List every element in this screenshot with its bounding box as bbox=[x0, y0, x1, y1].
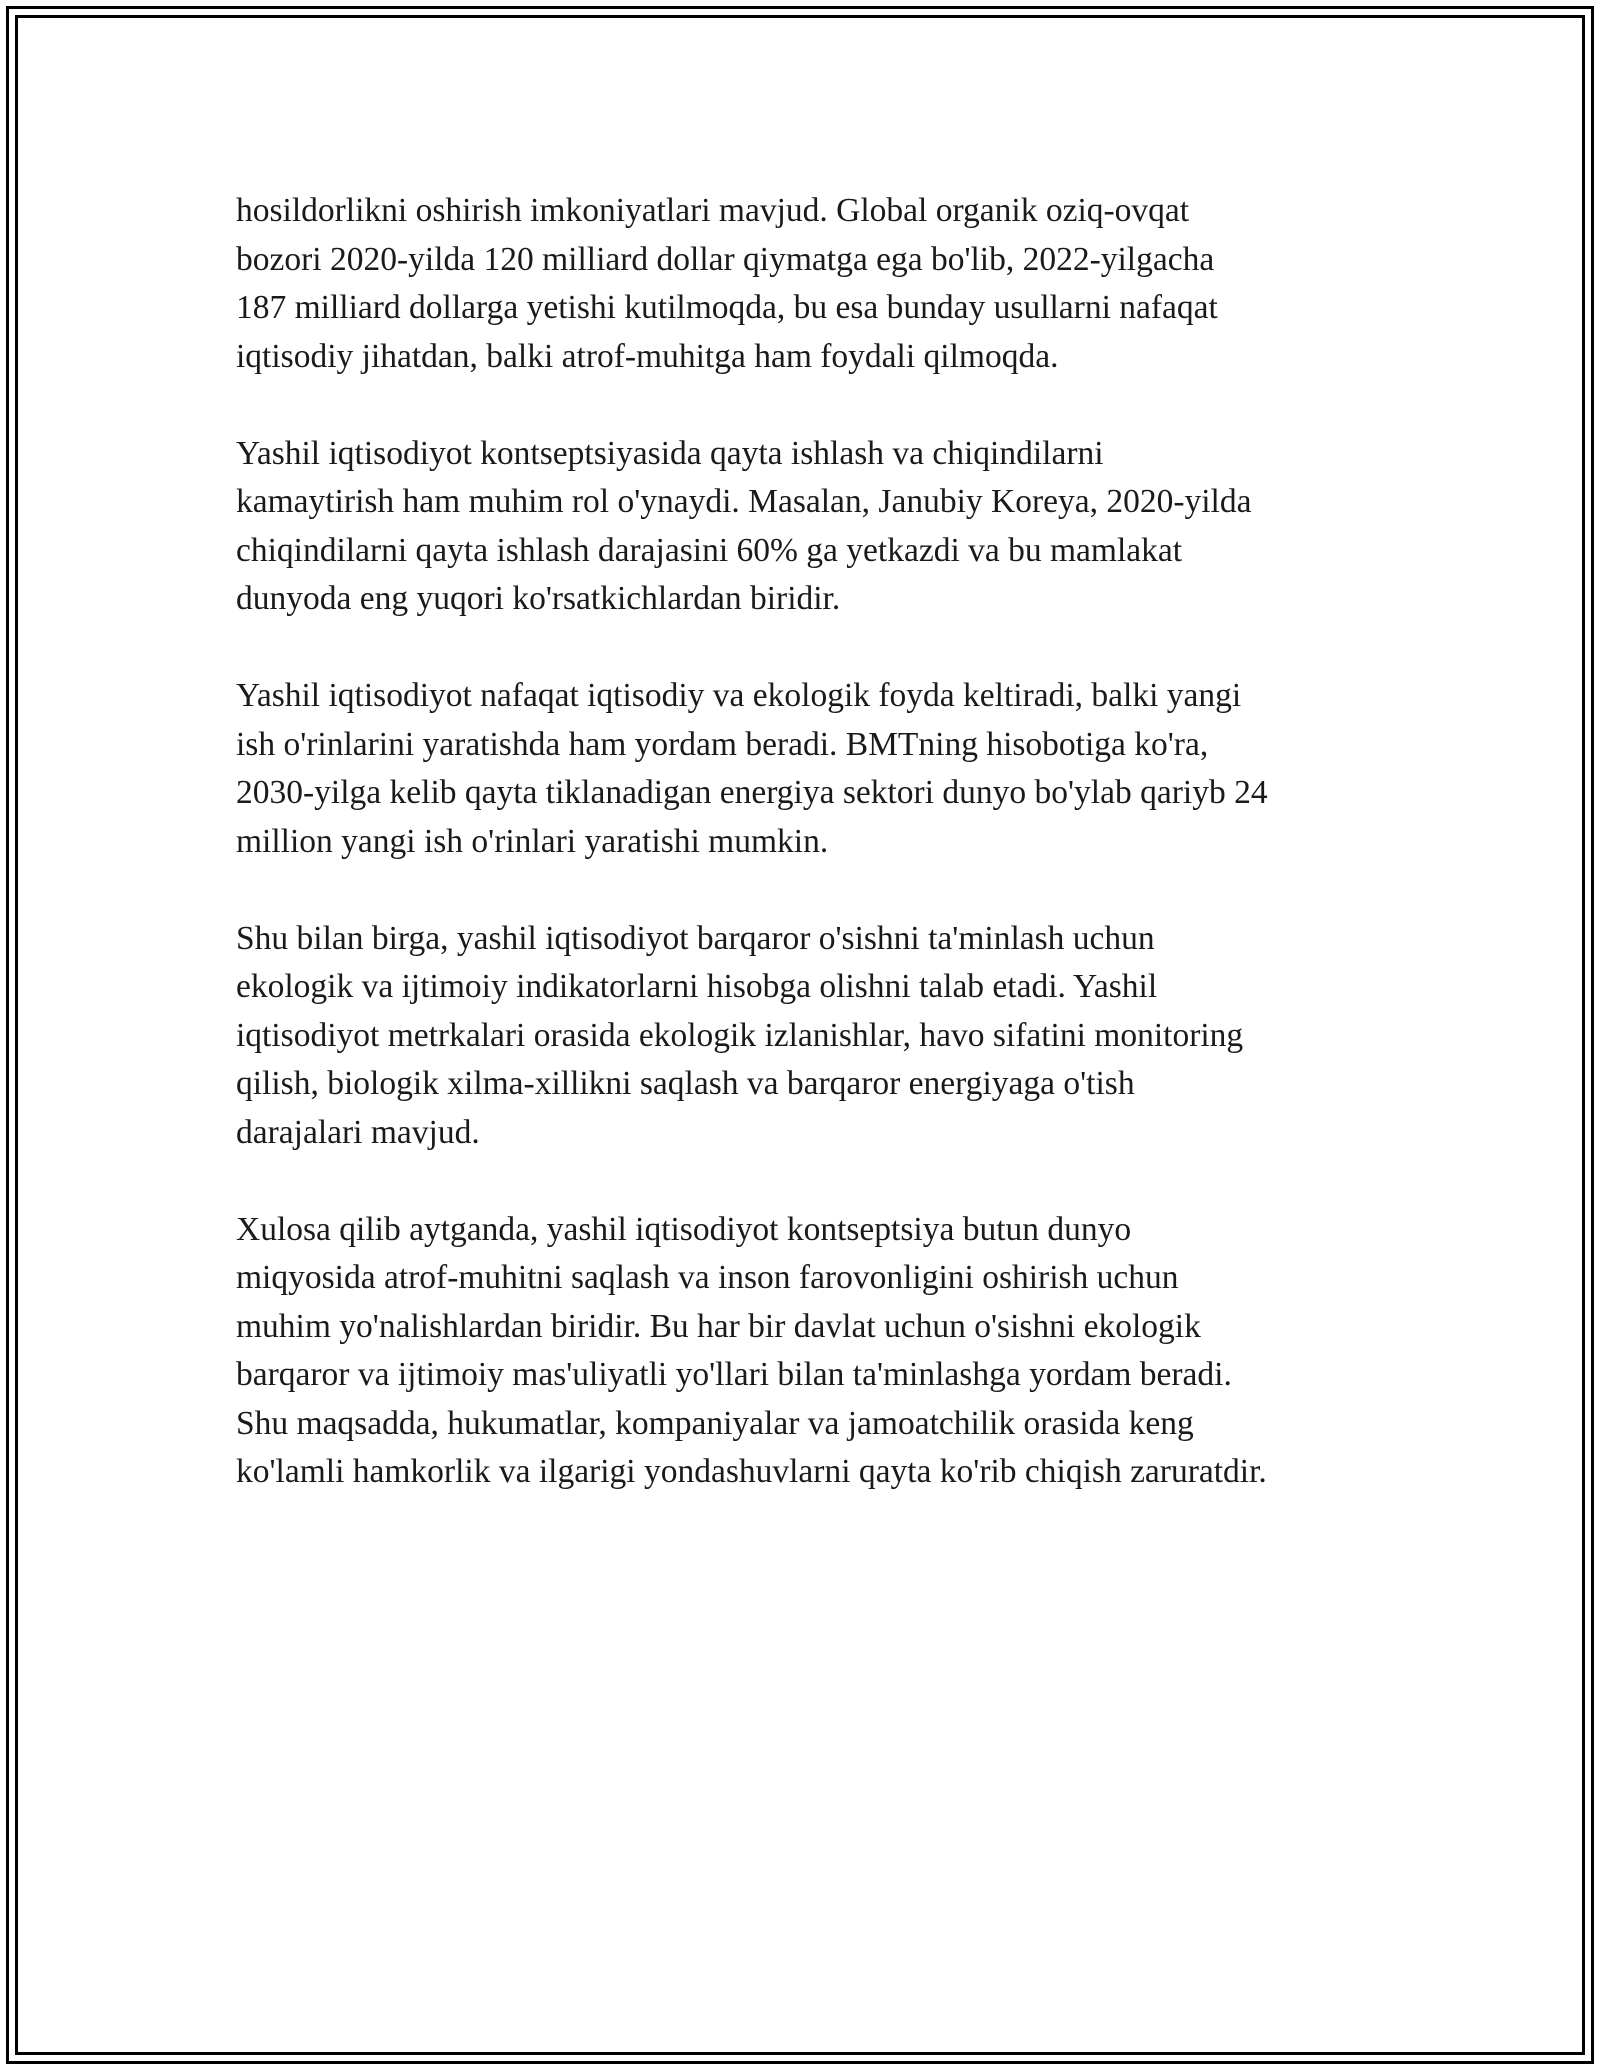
paragraph-5: Xulosa qilib aytganda, yashil iqtisodiyot kontseptsiya butun dunyo miqyosida atrof-muhitni saqlash va inson farovonligini oshirish uchun muhim yo'nalishlardan biridir. Bu har bir davlat uchun o'sishni ekologik barqaror va ijtimoiy mas'uliyatli yo'llari bilan ta'minlashga yordam beradi. Shu maqsadda, hukumatlar, kompaniyalar va jamoatchilik orasida keng ko'lamli hamkorlik va ilgarigi yondashuvlarni qayta ko'rib chiqish zaruratdir. bbox=[236, 1210, 1267, 1490]
paragraph-3: Yashil iqtisodiyot nafaqat iqtisodiy va ekologik foyda keltiradi, balki yangi ish o'rinlarini yaratishda ham yordam beradi. BMTning hisobotiga ko'ra, 2030-yilga kelib qayta tiklanadigan energiya sektori dunyo bo'ylab qariyb 24 million yangi ish o'rinlari yaratishi mumkin. bbox=[236, 677, 1268, 860]
paragraph-1: hosildorlikni oshirish imkoniyatlari mavjud. Global organik oziq-ovqat bozori 2020-yilda 120 milliard dollar qiymatga ega bo'lib, 2022-yilgacha 187 milliard dollarga yetishi kutilmoqda, bu esa bunday usullarni nafaqat iqtisodiy jihatdan, balki atrof-muhitga ham foydali qilmoqda. bbox=[236, 192, 1218, 375]
document-body bbox=[236, 187, 1396, 1545]
paragraph-4: Shu bilan birga, yashil iqtisodiyot barqaror o'sishni ta'minlash uchun ekologik va ijtimoiy indikatorlarni hisobga olishni talab etadi. Yashil iqtisodiyot metrkalari orasida ekologik izlanishlar, havo sifatini monitoring qilish, biologik xilma-xillikni saqlash va barqaror energiyaga o'tish darajalari mavjud. bbox=[236, 919, 1244, 1151]
paragraph-2: Yashil iqtisodiyot kontseptsiyasida qayta ishlash va chiqindilarni kamaytirish ham muhim rol o'ynaydi. Masalan, Janubiy Koreya, 2020-yilda chiqindilarni qayta ishlash darajasini 60% ga yetkazdi va bu mamlakat dunyoda eng yuqori ko'rsatkichlardan biridir. bbox=[236, 434, 1252, 617]
